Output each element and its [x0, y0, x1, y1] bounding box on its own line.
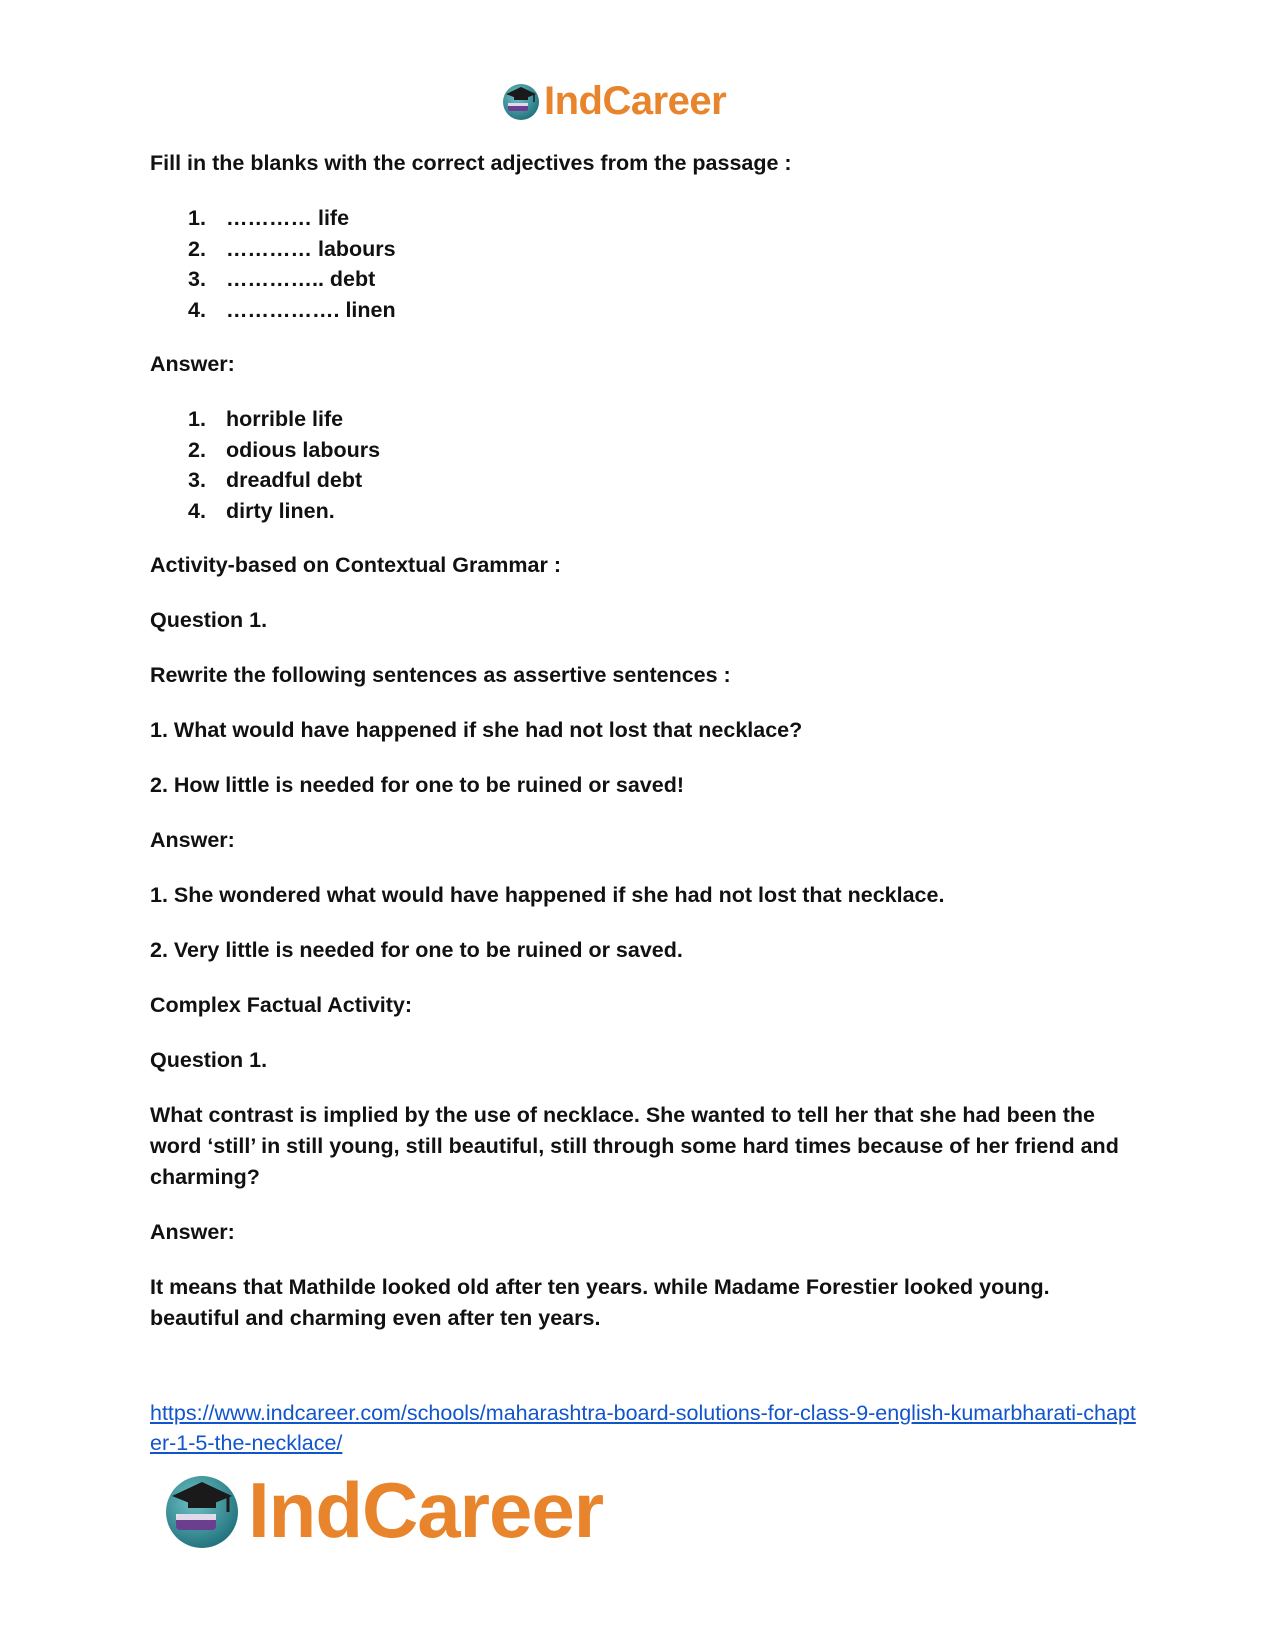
answer-paragraph: It means that Mathilde looked old after ten years. while Madame Forestier looked young. beautiful and charming even after ten years. [150, 1275, 1050, 1330]
section-heading: Fill in the blanks with the correct adjectives from the passage : [150, 151, 792, 175]
list-item: 3. dreadful debt [188, 468, 363, 492]
answer-label: Answer: [150, 1220, 235, 1244]
indcareer-logo-top [500, 78, 726, 124]
list-item: 1. horrible life [188, 407, 344, 431]
list-item: 4. ……………. linen [188, 297, 396, 322]
answer-label: Answer: [150, 352, 235, 376]
list-item: 3. ………….. debt [188, 267, 376, 291]
question-label: Question 1. [150, 608, 268, 632]
question-paragraph: What contrast is implied by the use of necklace. She wanted to tell her that she had been the word ‘still’ in still young, still beautiful, still through some hard times because of her friend and charming? [150, 1103, 1119, 1189]
graduation-cap-globe-icon [500, 80, 542, 122]
question-label: Question 1. [150, 1048, 268, 1072]
question-sentence: 1. What would have happened if she had not lost that necklace? [150, 718, 803, 742]
answer-sentence: 2. Very little is needed for one to be ruined or saved. [150, 938, 683, 962]
section-heading: Activity-based on Contextual Grammar : [150, 553, 561, 577]
answers-list [150, 404, 1140, 526]
answer-label: Answer: [150, 828, 235, 852]
brand-name: IndCareer [544, 79, 727, 123]
instruction: Rewrite the following sentences as assertive sentences : [150, 663, 731, 687]
list-item: 2. odious labours [188, 437, 381, 462]
indcareer-logo-bottom [160, 1468, 603, 1552]
source-link[interactable]: https://www.indcareer.com/schools/maharashtra-board-solutions-for-class-9-english-kumarbharati-chapter-1-5-the-necklace/ [150, 1401, 1136, 1455]
section-heading: Complex Factual Activity: [150, 993, 413, 1017]
blanks-list [150, 203, 1140, 325]
question-sentence: 2. How little is needed for one to be ruined or saved! [150, 773, 685, 797]
list-item: 4. dirty linen. [188, 498, 335, 523]
list-item: 1. ………… life [188, 206, 350, 230]
document-body [150, 148, 1140, 1334]
graduation-cap-globe-icon [160, 1468, 244, 1552]
brand-name: IndCareer [248, 1466, 604, 1554]
list-item: 2. ………… labours [188, 236, 396, 261]
answer-sentence: 1. She wondered what would have happened if she had not lost that necklace. [150, 883, 945, 907]
